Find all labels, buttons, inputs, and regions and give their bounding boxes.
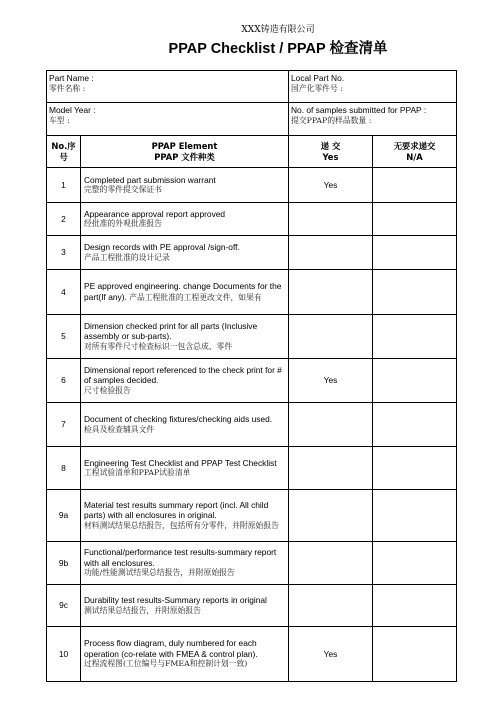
na-cell[interactable] — [373, 168, 457, 203]
row-number: 6 — [47, 359, 81, 403]
element-en: Dimension checked print for all parts (Inclusive assembly or sub-parts). — [84, 320, 258, 342]
local-part-label-zh: 国产化零件号 : — [291, 83, 343, 93]
element-zh: 功能/性能测试结果总结报告，并附原始报告 — [84, 568, 235, 578]
na-cell[interactable] — [373, 627, 457, 682]
model-year-label-zh: 车型 : — [49, 115, 70, 125]
na-cell[interactable] — [373, 315, 457, 359]
na-cell[interactable] — [373, 359, 457, 403]
row-number: 3 — [47, 236, 81, 270]
part-name-cell[interactable] — [47, 71, 289, 103]
table-row — [47, 203, 457, 236]
element-cell — [81, 490, 289, 542]
yes-cell[interactable] — [289, 447, 373, 490]
element-en: Appearance approval report approved — [84, 208, 226, 219]
yes-cell[interactable] — [289, 542, 373, 585]
local-part-cell[interactable] — [289, 71, 457, 103]
table-row — [47, 542, 457, 585]
table-row — [47, 447, 457, 490]
row-number: 9c — [47, 585, 81, 627]
company-name: XXX铸造有限公司 — [241, 25, 315, 35]
table-row — [47, 403, 457, 447]
na-cell[interactable] — [373, 447, 457, 490]
element-en: Completed part submission warrant — [84, 174, 216, 185]
row-number: 10 — [47, 627, 81, 682]
yes-cell[interactable]: Yes — [289, 627, 373, 682]
element-en: Durability test results-Summary reports in original — [84, 595, 267, 605]
table-row — [47, 585, 457, 627]
row-number: 9a — [47, 490, 81, 542]
element-zh: 材料测试结果总结报告，包括所有分零件，并附原始报告 — [84, 520, 279, 530]
info-row-model — [47, 103, 457, 136]
yes-cell[interactable]: Yes — [289, 168, 373, 203]
element-zh: 尺寸检验报告 — [84, 385, 131, 395]
element-en: Functional/performance test results-summary report with all enclosures. — [84, 547, 277, 568]
part-name-label-zh: 零件名称 : — [49, 83, 86, 93]
element-cell — [81, 168, 289, 203]
element-zh: 检具及检查辅具文件 — [84, 424, 155, 434]
row-number: 7 — [47, 403, 81, 447]
samples-label: No. of samples submitted for PPAP : — [291, 105, 427, 115]
element-zh: 测试结果总结报告，并附原始报告 — [84, 605, 201, 615]
table-row — [47, 270, 457, 315]
table-row — [47, 236, 457, 270]
element-cell — [81, 359, 289, 403]
element-zh: 对所有零件尺寸检查标识一包含总成、零件 — [84, 341, 233, 351]
element-zh: 产品工程批准的设计记录 — [84, 252, 170, 262]
yes-cell[interactable]: Yes — [289, 359, 373, 403]
model-year-cell[interactable] — [47, 103, 289, 136]
element-cell — [81, 585, 289, 627]
na-cell[interactable] — [373, 236, 457, 270]
element-zh: 完整的零件提交保证书 — [84, 185, 162, 194]
model-year-label: Model Year : — [49, 105, 96, 115]
samples-label-zh: 提交PPAP的样品数量 : — [291, 115, 372, 125]
element-en: Process flow diagram, duly numbered for each operation (co-relate with FMEA & control plan). — [84, 638, 258, 659]
na-cell[interactable] — [373, 585, 457, 627]
yes-cell[interactable] — [289, 203, 373, 236]
element-cell — [81, 236, 289, 270]
element-en: Material test results summary report (incl. All child parts) with all enclosures in original. — [84, 499, 269, 521]
yes-cell[interactable] — [289, 315, 373, 359]
row-number: 1 — [47, 168, 81, 203]
row-number: 8 — [47, 447, 81, 490]
table-row — [47, 315, 457, 359]
na-cell[interactable] — [373, 270, 457, 315]
element-en: Document of checking fixtures/checking aids used. — [84, 414, 273, 424]
info-row-part — [47, 71, 457, 103]
row-number: 4 — [47, 270, 81, 315]
table-row — [47, 490, 457, 542]
col-header-yes: 递 交 Yes — [289, 136, 373, 168]
table-row — [47, 168, 457, 203]
element-en: PE approved engineering. change Documents for the part(If any). — [84, 281, 282, 302]
yes-cell[interactable] — [289, 403, 373, 447]
page-title: PPAP Checklist / PPAP 检查清单 — [168, 41, 388, 57]
element-cell — [81, 627, 289, 682]
element-cell — [81, 542, 289, 585]
column-header-row — [47, 136, 457, 168]
element-zh: 产品工程批准的工程更改文件，如果有 — [129, 292, 262, 302]
col-header-na: 无要求递交 N/A — [373, 136, 457, 168]
yes-cell[interactable] — [289, 270, 373, 315]
row-number: 9b — [47, 542, 81, 585]
element-en: Dimensional report referenced to the check print for # of samples decided. — [84, 364, 282, 386]
na-cell[interactable] — [373, 403, 457, 447]
na-cell[interactable] — [373, 203, 457, 236]
samples-cell[interactable] — [289, 103, 457, 136]
element-zh: 过程流程图(工位编号与FMEA和控制计划一致) — [84, 659, 248, 669]
element-zh: 经批准的外观批准报告 — [84, 219, 162, 228]
table-row — [47, 627, 457, 682]
yes-cell[interactable] — [289, 490, 373, 542]
yes-cell[interactable] — [289, 585, 373, 627]
col-header-no: No.序 号 — [47, 136, 81, 168]
element-cell — [81, 447, 289, 490]
row-number: 2 — [47, 203, 81, 236]
element-cell — [81, 203, 289, 236]
element-cell — [81, 270, 289, 315]
element-cell — [81, 315, 289, 359]
local-part-label: Local Part No. — [291, 73, 345, 83]
col-header-element: PPAP Element PPAP 文件种类 — [81, 136, 289, 168]
ppap-checklist-table — [46, 70, 457, 682]
element-cell — [81, 403, 289, 447]
row-number: 5 — [47, 315, 81, 359]
element-en: Design records with PE approval /sign-off. — [84, 242, 240, 252]
na-cell[interactable] — [373, 490, 457, 542]
na-cell[interactable] — [373, 542, 457, 585]
element-en: Engineering Test Checklist and PPAP Test Checklist — [84, 457, 277, 468]
yes-cell[interactable] — [289, 236, 373, 270]
table-row — [47, 359, 457, 403]
part-name-label: Part Name : — [49, 73, 94, 83]
element-zh: 工程试验清单和PPAP试验清单 — [84, 468, 191, 477]
